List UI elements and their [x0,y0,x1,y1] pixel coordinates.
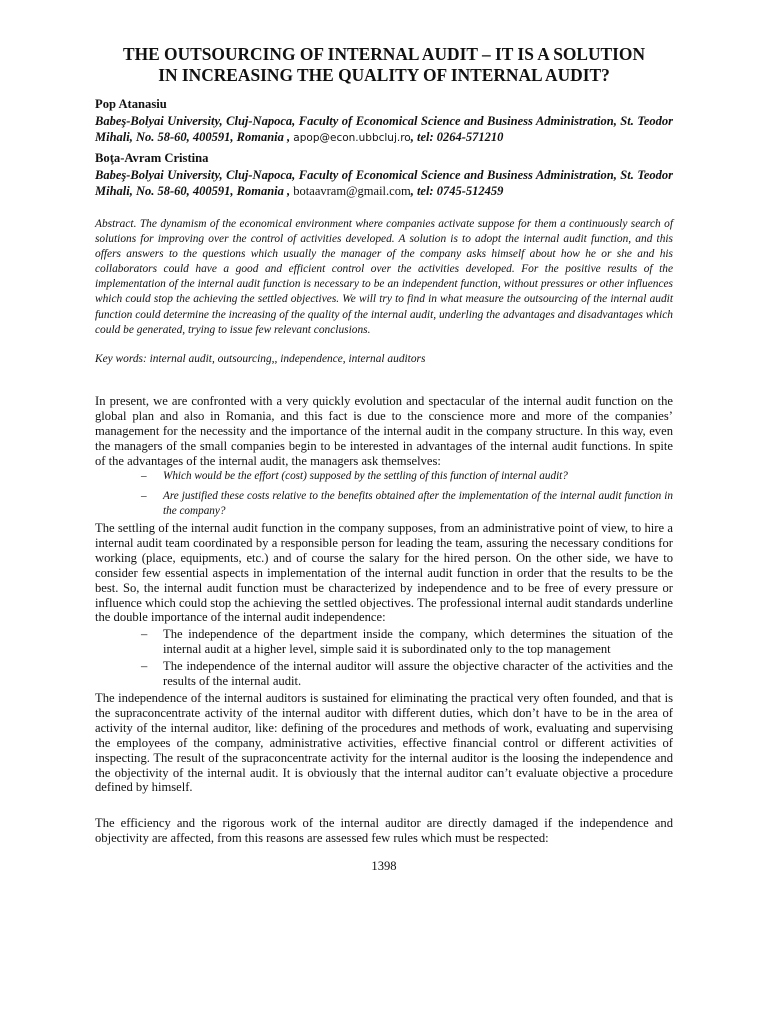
author-affiliation-2: Babeş-Bolyai University, Cluj-Napoca, Faculty of Economical Science and Business Administration, St. Teodor Mihali, No. 58-60, 400591, Romania , botaavram@gmail.com, tel: 0745-512459 [95,168,673,198]
title-line-2: IN INCREASING THE QUALITY OF INTERNAL AUDIT? [158,65,610,85]
question-item-2: – Are justified these costs relative to the benefits obtained after the implementation of the internal audit function in the company? [141,490,673,517]
page-number: 1398 [371,859,397,873]
keywords: Key words: internal audit, outsourcing,, independence, internal auditors [95,353,426,365]
dash-bullet: – [141,490,147,502]
body-paragraph-1: In present, we are confronted with a very quickly evolution and spectacular of the internal audit function on the global plan and also in Romania, and this fact is due to the conscience more and more of the companies’ management for the necessity and the importance of the internal audit in the company structure. In this way, even the managers of the small companies begin to be interested in advantages of the internal audit functions. In spite of the advantages of the internal audit, the managers ask themselves: [95,394,673,468]
paper-title [60,44,708,86]
dash-bullet: – [141,470,147,482]
body-paragraph-3: The independence of the internal auditors is sustained for eliminating the practical very often founded, and that is the supraconcentrate activity of the internal auditor with different duties, which don’t have to be in the area of activity of the internal auditor, like: defining of the procedures and methods of work, evaluating and supervising the employees of the company, administrative activities, effective financial control or different activities of inspecting. The result of the supraconcentrate activity for the internal auditor is the loosing the independence and the objectivity of the internal audit. It is obviously that the internal auditor can’t evaluate objective a procedure defined by himself. [95,691,673,795]
author-email-2[interactable]: botaavram@gmail.com [293,184,411,198]
list-item-2: – The independence of the internal auditor will assure the objective character of the activities and the results of the internal audit. [141,659,673,688]
body-paragraph-2: The settling of the internal audit function in the company supposes, from an administrative point of view, to hire a internal audit team coordinated by a responsible person for leading the team, assuring the necessary conditions for working (place, equipments, etc.) and of course the salary for the hired person. On the other side, we have to consider few essential aspects in implementation of the internal audit function in order that the results to be the best. So, the internal audit function must be characterized by independence and to be free of every pressure or influence which could stop the achieving the settled objectives. The professional internal audit standards underline the double importance of the internal audit independence: [95,521,673,625]
author-affiliation-1: Babeş-Bolyai University, Cluj-Napoca, Faculty of Economical Science and Business Administration, St. Teodor Mihali, No. 58-60, 400591, Romania , apop@econ.ubbcluj.ro, tel: 0264-571210 [95,114,673,144]
body-paragraph-4: The efficiency and the rigorous work of the internal auditor are directly damaged if the independence and objectivity are affected, from this reasons are assessed few rules which must be respected: [95,816,673,845]
author-name-1: Pop Atanasiu [95,97,167,111]
question-item-1: – Which would be the effort (cost) supposed by the settling of this function of internal audit? [141,470,568,482]
title-line-1: THE OUTSOURCING OF INTERNAL AUDIT – IT IS A SOLUTION [122,44,646,64]
list-item-1: – The independence of the department inside the company, which determines the situation of the internal audit at a higher level, simple said it is subordinated only to the top management [141,627,673,656]
author-name-2: Boţa-Avram Cristina [95,151,209,165]
author-email-1[interactable]: apop@econ.ubbcluj.ro [293,132,411,144]
dash-bullet: – [141,659,148,673]
abstract: Abstract. The dynamism of the economical environment where companies activate suppose for them a continuously search of solutions for improving over the control of activities developed. A solution is to adopt the internal audit function, and this offers answers to the questions which usually the manager of the company asks himself about how he or she and his collaborators could have a good and efficient control over the activities developed. For the positive results of the implementation of the internal audit function is necessary to be an independent function, without pressures or other influences which could stop the achieving the settled objectives. We will try to find in what measure the outsourcing of the internal audit function could determine the increasing of the quality of the internal audit, underling the advantages and disadvantages which could be generated, trying to issue few relevant conclusions. [95,218,673,336]
dash-bullet: – [141,627,148,641]
